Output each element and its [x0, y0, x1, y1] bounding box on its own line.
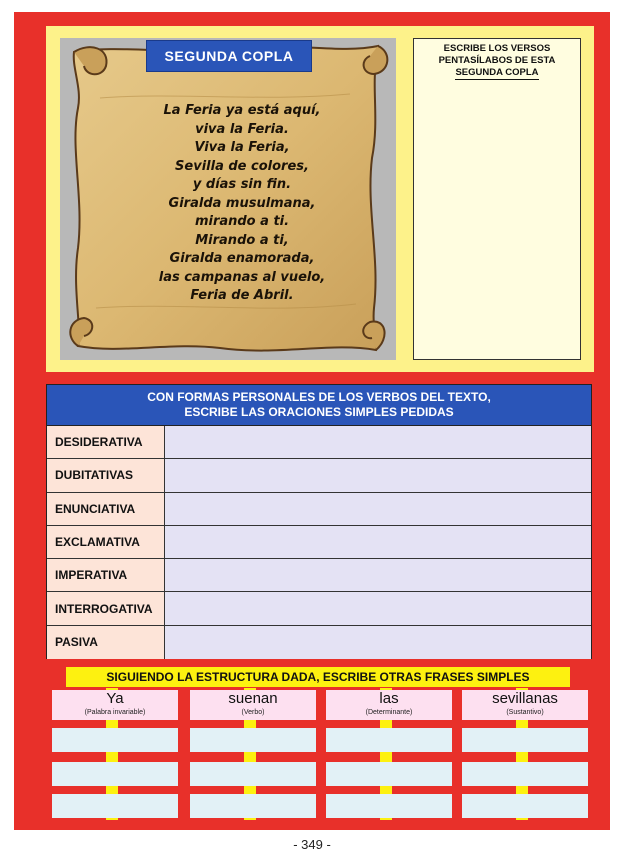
poem-line: Feria de Abril. [190, 288, 294, 303]
sentence-row [47, 459, 591, 492]
poem-line: Giralda musulmana, [168, 195, 316, 211]
pentasyllable-answer-box[interactable] [413, 38, 581, 360]
poem-line: Giralda enamorada, [169, 251, 315, 266]
sentence-answer-field[interactable] [165, 493, 591, 525]
poem-line: Sevilla de colores, [175, 158, 309, 174]
sentence-answer-field[interactable] [165, 559, 591, 591]
sentence-answer-field[interactable] [165, 592, 591, 624]
structure-category: (Sustantivo) [506, 709, 544, 716]
sentence-row [47, 592, 591, 625]
structure-category: (Determinante) [365, 709, 413, 716]
structure-answer-cell[interactable] [462, 762, 588, 786]
sentence-row [47, 559, 591, 592]
structure-answer-cell[interactable] [52, 728, 178, 752]
sentence-type-label: ENUNCIATIVA [47, 493, 165, 525]
structure-column [190, 688, 316, 820]
sentence-answer-field[interactable] [165, 426, 591, 458]
structure-answer-cell[interactable] [190, 762, 316, 786]
structure-answer-cell[interactable] [462, 728, 588, 752]
structure-answer-cell[interactable] [190, 728, 316, 752]
structure-column [52, 688, 178, 820]
structure-category: (Verbo) [241, 709, 265, 716]
structure-column-header [462, 690, 588, 720]
answer-box-title [414, 43, 580, 79]
answer-title-line: SEGUNDA COPLA [455, 67, 539, 78]
structure-column [326, 688, 452, 820]
sentence-row [47, 526, 591, 559]
structure-column-header [326, 690, 452, 720]
structure-word: sevillanas [492, 690, 558, 707]
structure-answer-cell[interactable] [326, 728, 452, 752]
sentences-header-line: CON FORMAS PERSONALES DE LOS VERBOS DEL TEXTO, [147, 390, 491, 404]
sentences-table [46, 384, 592, 659]
structure-title: SIGUIENDO LA ESTRUCTURA DADA, ESCRIBE OTRAS FRASES SIMPLES [66, 667, 570, 687]
structure-word: las [379, 690, 399, 707]
poem-line: La Feria ya está aquí, [163, 103, 321, 118]
sentence-type-label: DESIDERATIVA [47, 426, 165, 458]
structure-answer-cell[interactable] [52, 762, 178, 786]
answer-title-line: PENTASÍLABOS DE ESTA [438, 55, 556, 66]
structure-column-header [190, 690, 316, 720]
structure-word: suenan [228, 690, 278, 707]
structure-answer-cell[interactable] [326, 762, 452, 786]
structure-answer-cell[interactable] [190, 794, 316, 818]
poem-line: y días sin fin. [192, 177, 292, 192]
poem-line: Viva la Feria, [194, 140, 290, 155]
sentence-type-label: DUBITATIVAS [47, 459, 165, 491]
copla-title: SEGUNDA COPLA [146, 40, 312, 72]
structure-answer-cell[interactable] [462, 794, 588, 818]
poem-line: mirando a ti. [194, 214, 290, 229]
structure-column [462, 688, 588, 820]
page-number: - 349 - [293, 837, 331, 852]
sentence-row [47, 493, 591, 526]
structure-column-header [52, 690, 178, 720]
sentence-type-label: IMPERATIVA [47, 559, 165, 591]
sentence-answer-field[interactable] [165, 626, 591, 659]
structure-answer-cell[interactable] [52, 794, 178, 818]
sentence-type-label: INTERROGATIVA [47, 592, 165, 624]
poem-line: viva la Feria. [195, 121, 289, 137]
sentence-type-label: EXCLAMATIVA [47, 526, 165, 558]
sentences-header [47, 385, 591, 426]
sentence-row [47, 626, 591, 659]
structure-grid [50, 688, 590, 820]
poem-line: las campanas al vuelo, [158, 269, 326, 285]
structure-word: Ya [106, 690, 124, 707]
answer-title-line: ESCRIBE LOS VERSOS [443, 43, 551, 54]
sentence-answer-field[interactable] [165, 459, 591, 491]
structure-answer-cell[interactable] [326, 794, 452, 818]
sentence-answer-field[interactable] [165, 526, 591, 558]
poem-text [132, 102, 352, 306]
structure-category: (Palabra invariable) [84, 709, 146, 716]
poem-line: Mirando a ti, [195, 232, 289, 248]
sentence-row [47, 426, 591, 459]
sentence-type-label: PASIVA [47, 626, 165, 659]
sentences-header-line: ESCRIBE LAS ORACIONES SIMPLES PEDIDAS [184, 405, 454, 419]
